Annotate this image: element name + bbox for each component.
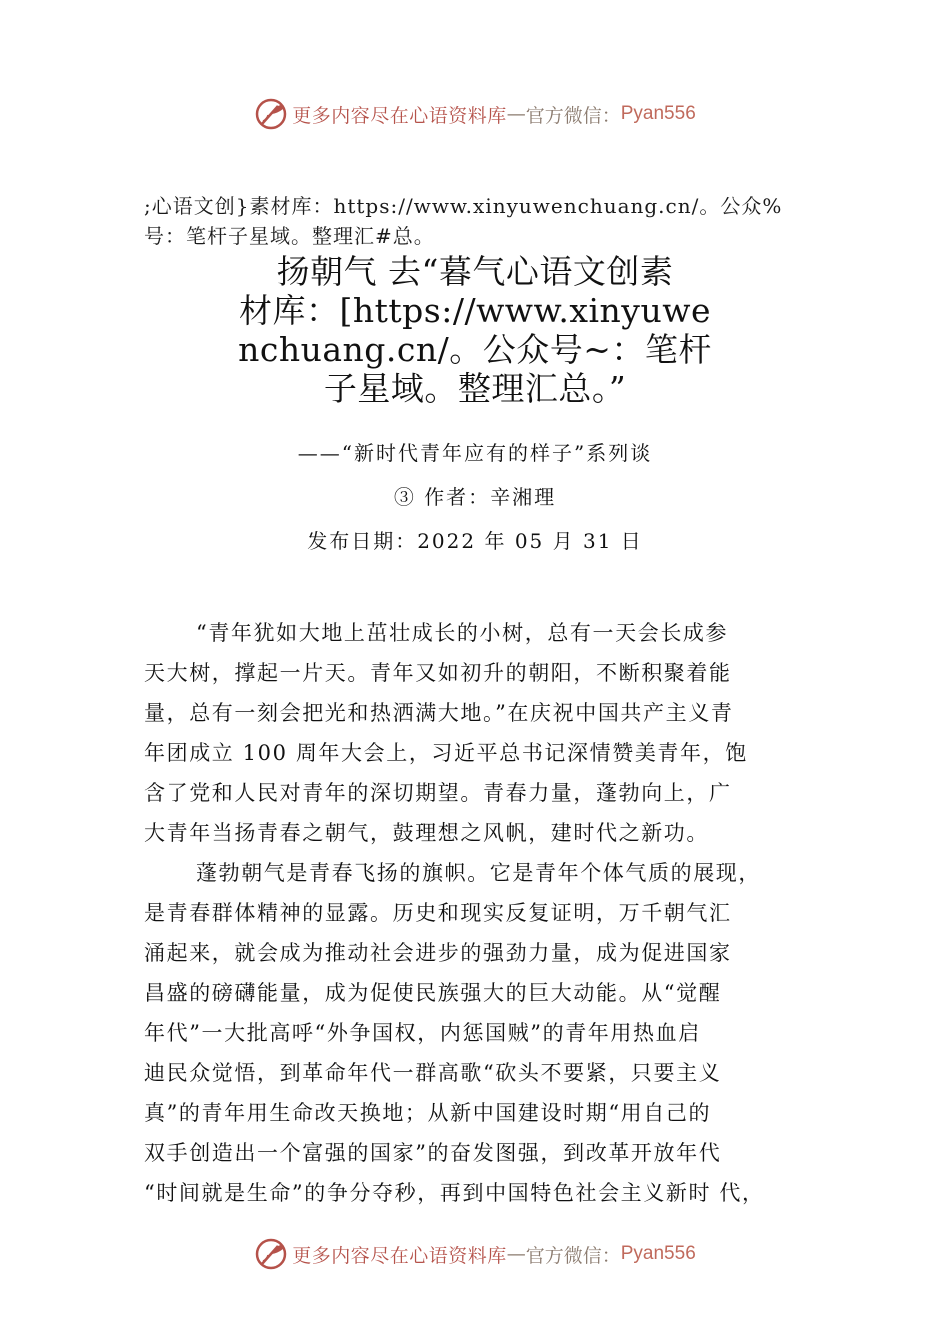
- watermark-label: 官方微信：: [525, 104, 621, 127]
- watermark-wechat-id: Pyan556: [620, 103, 696, 124]
- body-line-15: “时间就是生命”的争分夺秒，再到中国特色社会主义新时 代，: [144, 1181, 765, 1205]
- body-line-2: 天大树，撑起一片天。青年又如初升的朝阳，不断积聚着能: [144, 661, 732, 685]
- title-line-2: 材库：[https://www.xinyuwe: [239, 291, 711, 330]
- publish-date: 发布日期：2022 年 05 月 31 日: [307, 529, 643, 553]
- body-line-4: 年团成立 100 周年大会上，习近平总书记深情赞美青年，饱: [144, 741, 748, 765]
- watermark-label: 官方微信：: [525, 1244, 621, 1267]
- watermark-wechat-id: Pyan556: [620, 1243, 696, 1264]
- intro-line-1: ;心语文创}素材库：https://www.xinyuwenchuang.cn/。公众%: [144, 194, 783, 218]
- article-subtitle: ——“新时代青年应有的样子”系列谈: [297, 441, 653, 465]
- watermark-main-text: 更多内容尽在心语资料库: [292, 104, 507, 127]
- quill-logo-icon: [254, 1237, 288, 1271]
- author-line: ③ 作者：辛湘理: [393, 485, 557, 509]
- footer-watermark: [0, 1232, 950, 1276]
- body-line-6: 大青年当扬青春之朝气，鼓理想之风帆，建时代之新功。: [144, 821, 709, 845]
- watermark-dash: —: [506, 1243, 526, 1265]
- body-line-13: 真”的青年用生命改天换地；从新中国建设时期“用自己的: [144, 1101, 712, 1125]
- body-line-3: 量，总有一刻会把光和热洒满大地。”在庆祝中国共产主义青: [144, 701, 734, 725]
- body-line-10: 昌盛的磅礴能量，成为促使民族强大的巨大动能。从“觉醒: [144, 981, 722, 1005]
- body-line-11: 年代”一大批高呼“外争国权，内惩国贼”的青年用热血启: [144, 1021, 701, 1045]
- watermark-dash: —: [506, 103, 526, 125]
- body-line-7: 蓬勃朝气是青春飞扬的旗帜。它是青年个体气质的展现，: [196, 861, 761, 885]
- title-line-3: nchuang.cn/。公众号~：笔杆: [238, 330, 712, 369]
- header-watermark: [0, 92, 950, 136]
- title-line-1: 扬朝气 去“暮气心语文创素: [276, 252, 674, 291]
- article-title: [225, 252, 725, 408]
- intro-line-2: 号：笔杆子星域。整理汇#总。: [144, 224, 435, 248]
- body-line-5: 含了党和人民对青年的深切期望。青春力量，蓬勃向上，广: [144, 781, 732, 805]
- body-line-14: 双手创造出一个富强的国家”的奋发图强，到改革开放年代: [144, 1141, 722, 1165]
- title-line-4: 子星域。整理汇总。”: [323, 369, 627, 408]
- watermark-main-text: 更多内容尽在心语资料库: [292, 1244, 507, 1267]
- quill-logo-icon: [254, 97, 288, 131]
- body-line-12: 迪民众觉悟，到革命年代一群高歌“砍头不要紧，只要主义: [144, 1061, 722, 1085]
- body-line-8: 是青春群体精神的显露。历史和现实反复证明，万千朝气汇: [144, 901, 732, 925]
- body-line-9: 涌起来，就会成为推动社会进步的强劲力量，成为促进国家: [144, 941, 732, 965]
- body-line-1: “青年犹如大地上茁壮成长的小树，总有一天会长成参: [196, 621, 729, 645]
